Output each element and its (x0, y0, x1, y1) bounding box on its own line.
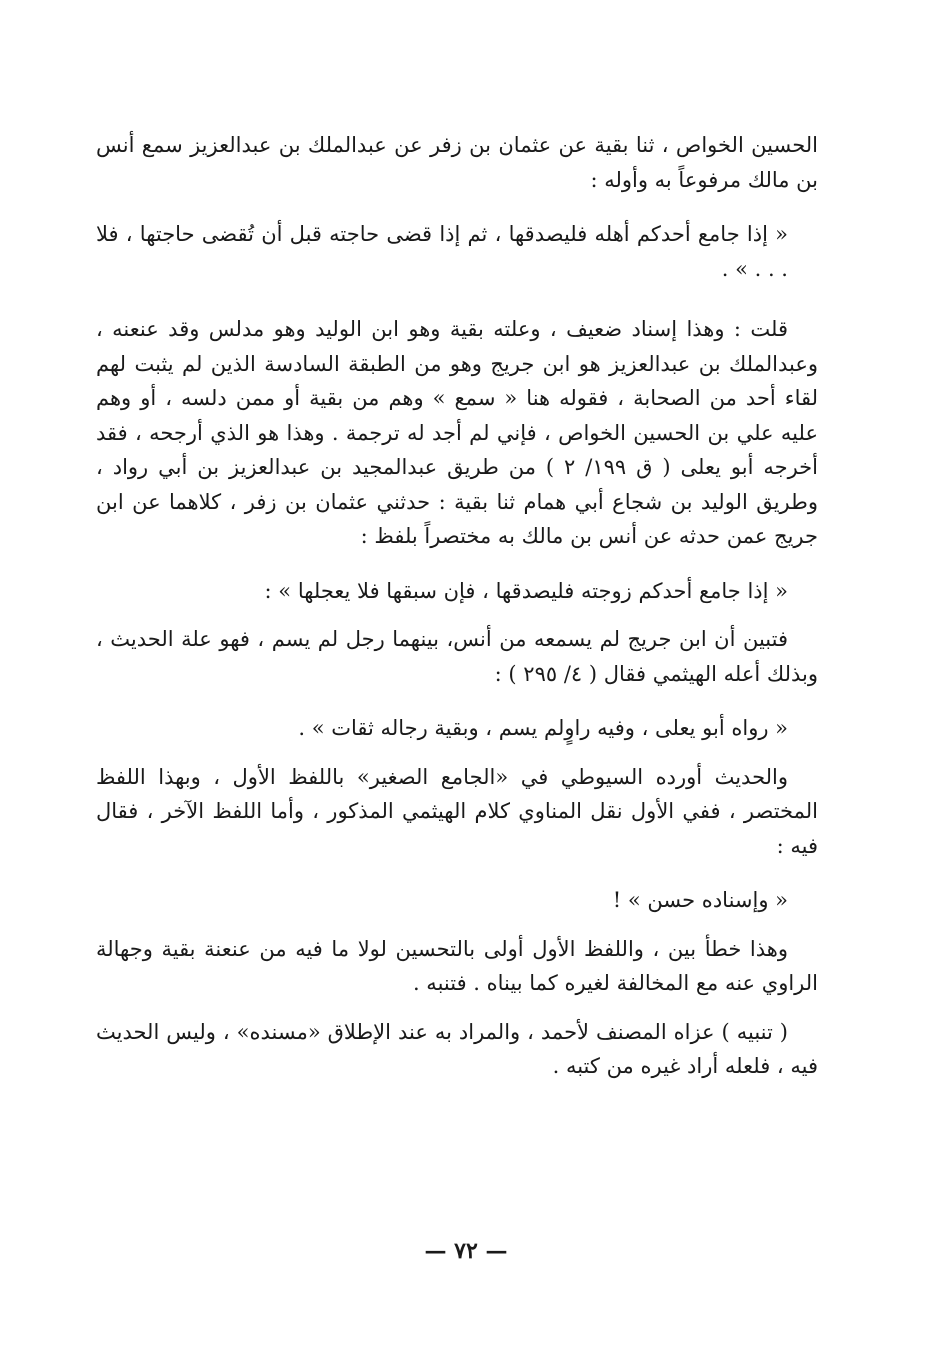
paragraph-5: وهذا خطأ بين ، واللفظ الأول أولى بالتحسين لولا ما فيه من عنعنة بقية وجهالة الراوي عنه مع المخالفة لغيره كما بيناه . فتنبه . (96, 936, 818, 995)
page-number: — ٧٢ — (424, 1238, 508, 1264)
page-body (96, 128, 818, 1084)
paragraph-4: والحديث أورده السيوطي في «الجامع الصغير» باللفظ الأول ، وبهذا اللفظ المختصر ، ففي الأول نقل المناوي كلام الهيثمي المذكور ، وأما اللفظ الآخر ، فقال فيه : (96, 764, 818, 858)
paragraph-6: ( تنبيه ) عزاه المصنف لأحمد ، والمراد به عند الإطلاق «مسنده» ، وليس الحديث فيه ، فلعله أراد غيره من كتبه . (96, 1019, 818, 1078)
quote-2: « إذا جامع أحدكم زوجته فليصدقها ، فإن سبقها فلا يعجلها » : (264, 578, 788, 603)
quote-1: « إذا جامع أحدكم أهله فليصدقها ، ثم إذا قضى حاجته قبل أن تُقضى حاجتها ، فلا . . . » . (96, 222, 788, 281)
quote-3: « رواه أبو يعلى ، وفيه راوٍلم يسم ، وبقية رجاله ثقات » . (298, 716, 788, 740)
paragraph-3: فتبين أن ابن جريج لم يسمعه من أنس، بينهما رجل لم يسم ، فهو علة الحديث ، وبذلك أعله الهيثمي فقال ( ٤/ ٢٩٥ ) : (96, 627, 818, 686)
quote-4: « وإسناده حسن » ! (612, 888, 788, 912)
paragraph-2: قلت : وهذا إسناد ضعيف ، وعلته بقية وهو ابن الوليد وهو مدلس وقد عنعنه ، وعبدالملك بن عبدالعزيز هو ابن جريج وهو من الطبقة السادسة الذين لم يثبت لهم لقاء أحد من الصحابة ، فقوله هنا « سمع » وهم من بقية أو ممن دلسه ، أو وهم عليه علي بن الحسين الخواص ، فإني لم أجد له ترجمة . وهذا هو الذي أرجحه ، فقد أخرجه أبو يعلى ( ق ١٩٩/ ٢ ) من طريق عبدالمجيد بن عبدالعزيز بن أبي رواد ، وطريق الوليد بن شجاع أبي همام ثنا بقية : حدثني عثمان بن زفر ، كلاهما عن ابن جريج عمن حدثه عن أنس بن مالك به مختصراً بلفظ : (96, 317, 818, 548)
paragraph-1: الحسين الخواص ، ثنا بقية عن عثمان بن زفر عن عبدالملك بن عبدالعزيز سمع أنس بن مالك مرفوعاً به وأوله : (96, 133, 818, 192)
